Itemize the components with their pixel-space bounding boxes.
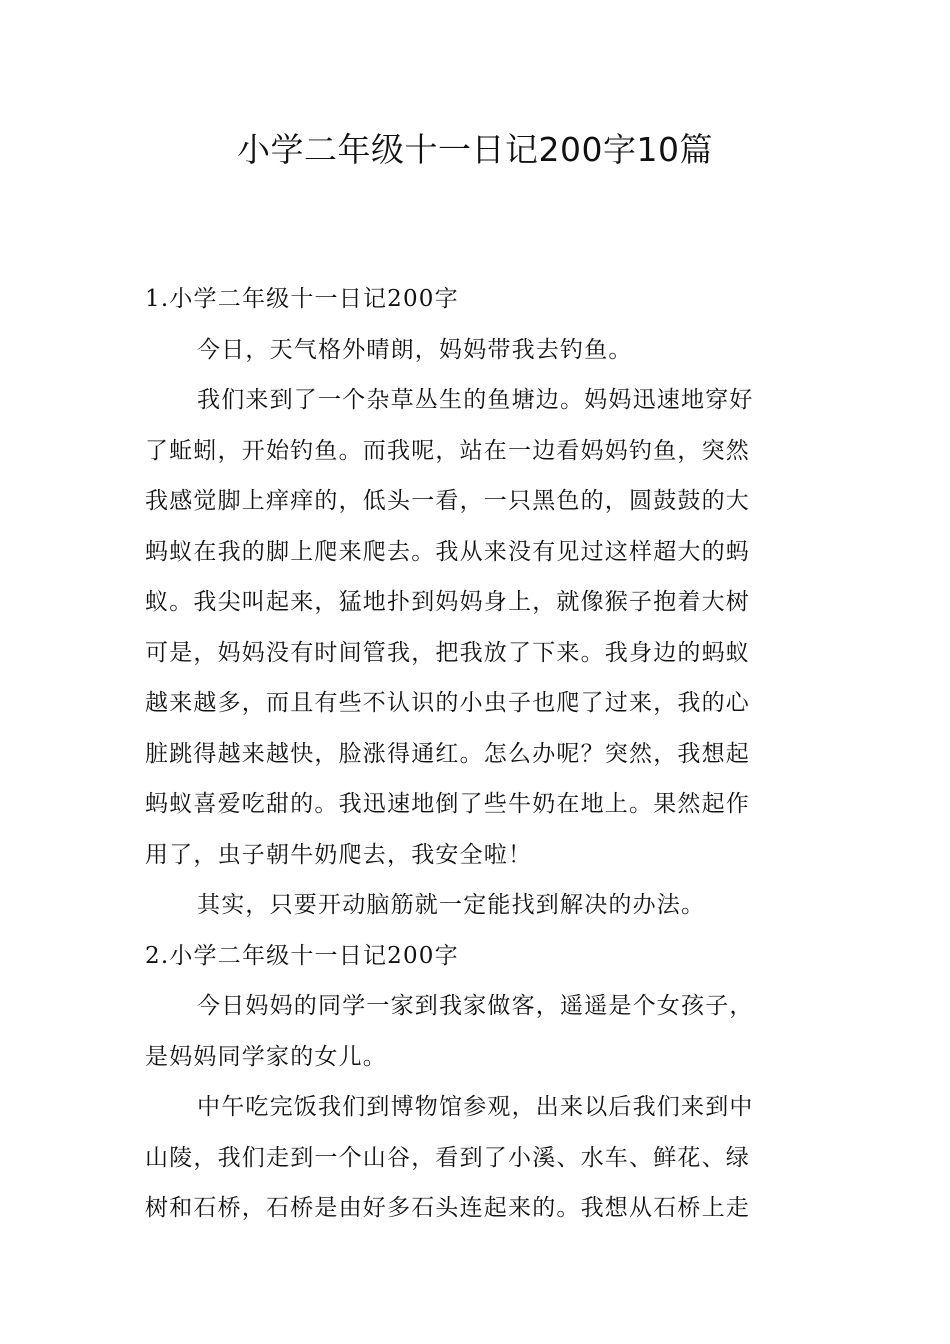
paragraph-line: 中午吃完饭我们到博物馆参观，出来以后我们来到中	[197, 1094, 754, 1120]
document-title: 小学二年级十一日记200字10篇	[237, 130, 713, 169]
paragraph-line: 蚁。我尖叫起来，猛地扑到妈妈身上，就像猴子抱着大树	[145, 589, 750, 615]
paragraph-line: 脏跳得越来越快，脸涨得通红。怎么办呢？突然，我想起	[145, 740, 750, 767]
paragraph-line: 用了，虫子朝牛奶爬去，我安全啦！	[145, 841, 533, 868]
paragraph-line: 今日，天气格外晴朗，妈妈带我去钓鱼。	[197, 336, 633, 363]
paragraph-line: 我们来到了一个杂草丛生的鱼塘边。妈妈迅速地穿好	[197, 387, 754, 413]
paragraph-line: 蚂蚁在我的脚上爬来爬去。我从来没有见过这样超大的蚂	[145, 538, 750, 565]
paragraph-line: 我感觉脚上痒痒的，低头一看，一只黑色的，圆鼓鼓的大	[145, 488, 750, 514]
paragraph-line: 树和石桥，石桥是由好多石头连起来的。我想从石桥上走	[145, 1195, 750, 1221]
document-body	[145, 281, 810, 1241]
paragraph-line: 越来越多，而且有些不认识的小虫子也爬了过来，我的心	[145, 690, 750, 716]
section-heading: 2.小学二年级十一日记200字	[145, 942, 459, 969]
paragraph-line: 了蚯蚓，开始钓鱼。而我呢，站在一边看妈妈钓鱼，突然	[145, 437, 750, 464]
section-heading: 1.小学二年级十一日记200字	[145, 286, 459, 312]
paragraph-line: 是妈妈同学家的女儿。	[145, 1043, 387, 1070]
paragraph-line: 山陵，我们走到一个山谷，看到了小溪、水车、鲜花、绿	[145, 1144, 750, 1171]
paragraph-line: 其实，只要开动脑筋就一定能找到解决的办法。	[197, 892, 706, 918]
paragraph-line: 今日妈妈的同学一家到我家做客，遥遥是个女孩子，	[197, 993, 754, 1019]
paragraph-line: 可是，妈妈没有时间管我，把我放了下来。我身边的蚂蚁	[145, 639, 750, 666]
paragraph-line: 蚂蚁喜爱吃甜的。我迅速地倒了些牛奶在地上。果然起作	[145, 791, 750, 817]
